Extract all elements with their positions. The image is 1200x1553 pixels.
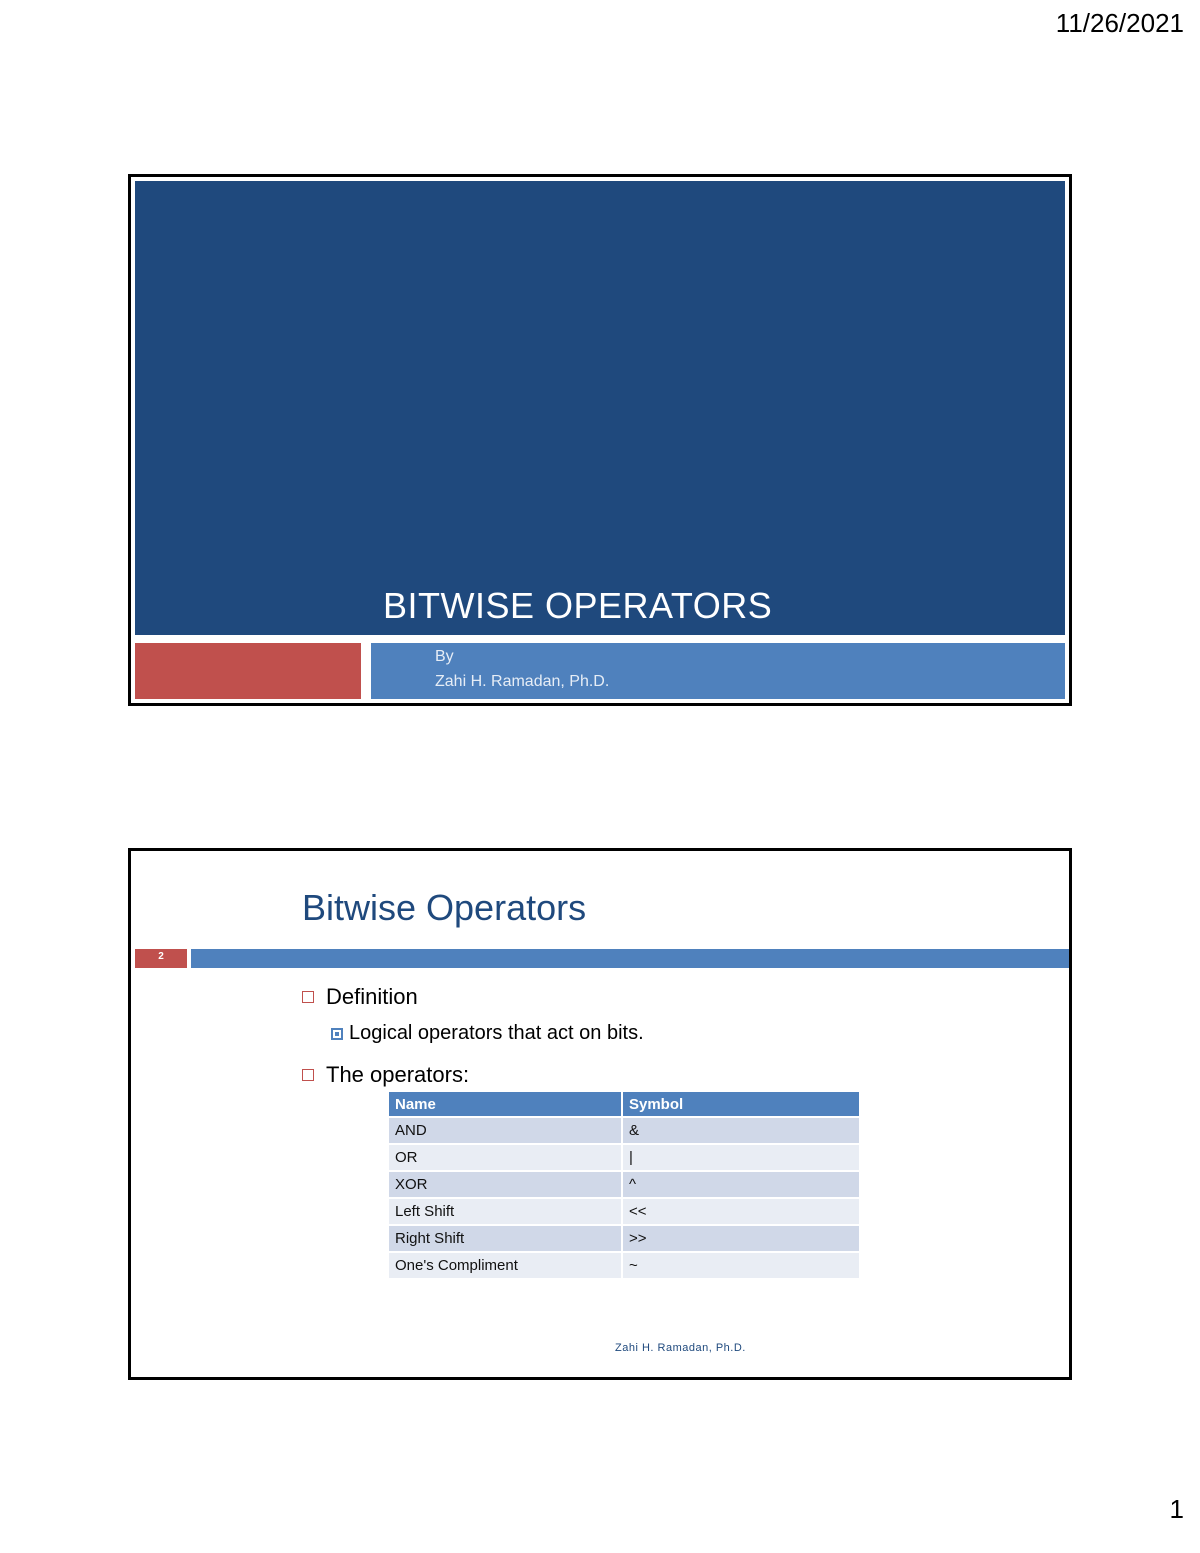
- bullet-definition-sub: [331, 1022, 644, 1045]
- operator-name: XOR: [389, 1172, 623, 1197]
- slide-2: [128, 848, 1072, 1380]
- operator-name: One's Compliment: [389, 1253, 623, 1278]
- accent-bar-red: [135, 643, 361, 699]
- bullet-text: The operators:: [326, 1062, 470, 1087]
- operator-name: OR: [389, 1145, 623, 1170]
- filled-square-bullet-icon: [331, 1028, 343, 1040]
- table-row: [389, 1226, 859, 1251]
- subtitle-bar: [371, 643, 1065, 699]
- page-date: 11/26/2021: [1055, 8, 1184, 38]
- table-row: [389, 1172, 859, 1197]
- operator-name: Left Shift: [389, 1199, 623, 1224]
- slide-title: BITWISE OPERATORS: [383, 585, 773, 626]
- operator-symbol: <<: [623, 1199, 859, 1224]
- slide-1: [128, 174, 1072, 706]
- slide-number: 2: [158, 951, 164, 962]
- operator-name: AND: [389, 1118, 623, 1143]
- by-label: By: [435, 648, 454, 665]
- table-row: [389, 1118, 859, 1143]
- column-header-name: Name: [389, 1092, 623, 1116]
- slide-footer: Zahi H. Ramadan, Ph.D.: [615, 1342, 746, 1354]
- table-header-row: [389, 1092, 859, 1116]
- square-bullet-icon: [302, 991, 314, 1003]
- table-row: [389, 1199, 859, 1224]
- title-panel: [135, 181, 1065, 635]
- bullet-text: Definition: [326, 984, 418, 1009]
- operator-name: Right Shift: [389, 1226, 623, 1251]
- author-name: Zahi H. Ramadan, Ph.D.: [435, 673, 610, 690]
- operator-symbol: |: [623, 1145, 859, 1170]
- operator-symbol: ^: [623, 1172, 859, 1197]
- page-number: 1: [1169, 1494, 1184, 1524]
- column-header-symbol: Symbol: [623, 1092, 859, 1116]
- bullet-definition: [302, 984, 418, 1010]
- title-rule-bar: [191, 949, 1069, 968]
- bullet-operators: [302, 1062, 469, 1088]
- slide-title: Bitwise Operators: [302, 887, 587, 928]
- table-row: [389, 1253, 859, 1278]
- operator-symbol: >>: [623, 1226, 859, 1251]
- operators-table: [389, 1090, 859, 1280]
- operator-symbol: &: [623, 1118, 859, 1143]
- operator-symbol: ~: [623, 1253, 859, 1278]
- table-row: [389, 1145, 859, 1170]
- square-bullet-icon: [302, 1069, 314, 1081]
- bullet-text: Logical operators that act on bits.: [349, 1022, 644, 1044]
- slide-number-bar: [135, 949, 187, 968]
